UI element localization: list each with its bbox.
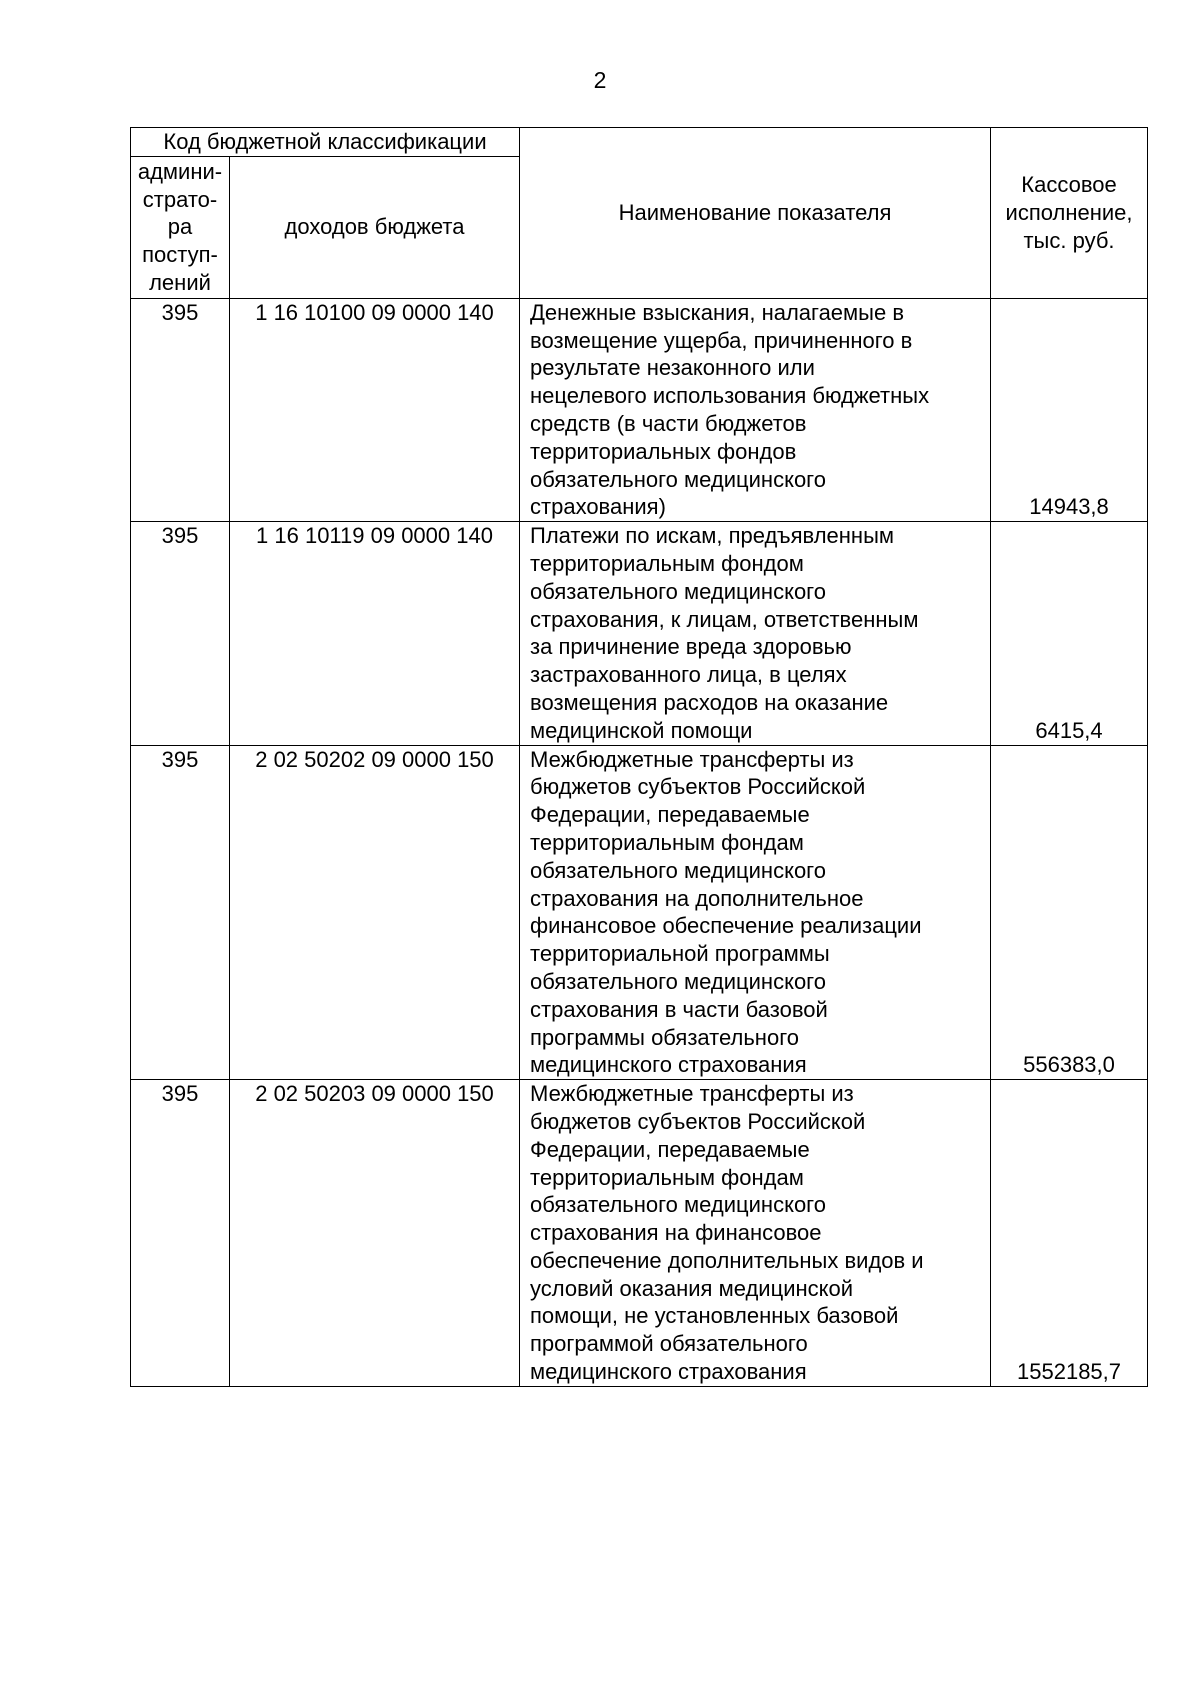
header-indicator-name [520,128,991,299]
indicator-name-line: территориальным фондам [530,1164,804,1190]
indicator-name-line: страхования, к лицам, ответственным [530,606,919,632]
indicator-name-line: Денежные взыскания, налагаемые в [530,299,905,325]
indicator-name-line: обязательного медицинского [530,466,826,492]
header-indicator-name-text: Наименование показателя [618,200,892,225]
header-amount-line: тыс. руб. [1023,227,1115,253]
page-number: 2 [593,67,607,93]
cell-admin-code: 395 [131,298,230,521]
indicator-name-line: помощи, не установленных базовой [530,1303,899,1329]
header-budget-classification-code: Код бюджетной классификации [131,128,520,157]
budget-revenue-table [130,127,1148,1387]
table-row [131,1080,1148,1387]
cell-indicator-name [520,298,991,521]
table-row [131,522,1148,745]
indicator-name-line: страхования в части базовой [530,996,828,1022]
indicator-name-line: обязательного медицинского [530,578,826,604]
cell-income-code: 1 16 10119 09 0000 140 [230,522,520,745]
indicator-name-line: за причинение вреда здоровью [530,634,852,660]
indicator-name-line: программой обязательного [530,1331,808,1357]
indicator-name-line: Платежи по искам, предъявленным [530,523,895,549]
table-row [131,745,1148,1080]
header-cash-execution [991,128,1148,299]
cell-cash-amount: 556383,0 [991,745,1148,1080]
cell-indicator-name [520,745,991,1080]
indicator-name-line: страхования на финансовое [530,1220,822,1246]
indicator-name-line: бюджетов субъектов Российской [530,1108,866,1134]
header-admin-line: страто- [142,186,218,212]
indicator-name-line: Федерации, передаваемые [530,1136,810,1162]
indicator-name-line: средств (в части бюджетов [530,410,807,436]
indicator-name-line: территориальной программы [530,941,830,967]
table-row [131,298,1148,521]
cell-cash-amount: 1552185,7 [991,1080,1148,1387]
indicator-name-line: нецелевого использования бюджетных [530,383,930,409]
header-row-group [131,128,1148,157]
cell-cash-amount: 14943,8 [991,298,1148,521]
cell-admin-code: 395 [131,1080,230,1387]
indicator-name-line: обязательного медицинского [530,1192,826,1218]
indicator-name-line: медицинской помощи [530,717,753,743]
header-admin-line: ра [167,214,193,240]
indicator-name-line: результате незаконного или [530,355,815,381]
indicator-name-line: обеспечение дополнительных видов и [530,1247,924,1273]
indicator-name-line: условий оказания медицинской [530,1275,854,1301]
indicator-name-line: Межбюджетные трансферты из [530,1081,854,1107]
cell-admin-code: 395 [131,522,230,745]
indicator-name-line: обязательного медицинского [530,857,826,883]
cell-income-code: 2 02 50203 09 0000 150 [230,1080,520,1387]
indicator-name-line: возмещения расходов на оказание [530,689,889,715]
indicator-name-line: застрахованного лица, в целях [530,662,847,688]
header-budget-income [230,156,520,298]
header-admin-line: лений [149,269,211,295]
header-revenue-administrator [131,156,230,298]
indicator-name-line: территориальных фондов [530,438,797,464]
indicator-name-line: медицинского страхования [530,1359,807,1385]
header-admin-line: админи- [137,158,223,184]
cell-indicator-name [520,522,991,745]
indicator-name-line: медицинского страхования [530,1052,807,1078]
cell-cash-amount: 6415,4 [991,522,1148,745]
cell-admin-code: 395 [131,745,230,1080]
header-admin-line: поступ- [142,242,218,268]
indicator-name-line: Федерации, передаваемые [530,802,810,828]
header-income-text: доходов бюджета [284,214,465,240]
indicator-name-line: страхования) [530,494,666,520]
cell-income-code: 1 16 10100 09 0000 140 [230,298,520,521]
indicator-name-line: территориальным фондом [530,550,804,576]
indicator-name-line: финансовое обеспечение реализации [530,913,922,939]
header-amount-line: исполнение, [1005,200,1133,225]
header-amount-line: Кассовое [1021,172,1117,198]
indicator-name-line: возмещение ущерба, причиненного в [530,327,913,353]
indicator-name-line: программы обязательного [530,1024,799,1050]
indicator-name-line: Межбюджетные трансферты из [530,746,854,772]
cell-income-code: 2 02 50202 09 0000 150 [230,745,520,1080]
cell-indicator-name [520,1080,991,1387]
indicator-name-line: страхования на дополнительное [530,885,864,911]
indicator-name-line: бюджетов субъектов Российской [530,774,866,800]
indicator-name-line: территориальным фондам [530,829,804,855]
indicator-name-line: обязательного медицинского [530,968,826,994]
